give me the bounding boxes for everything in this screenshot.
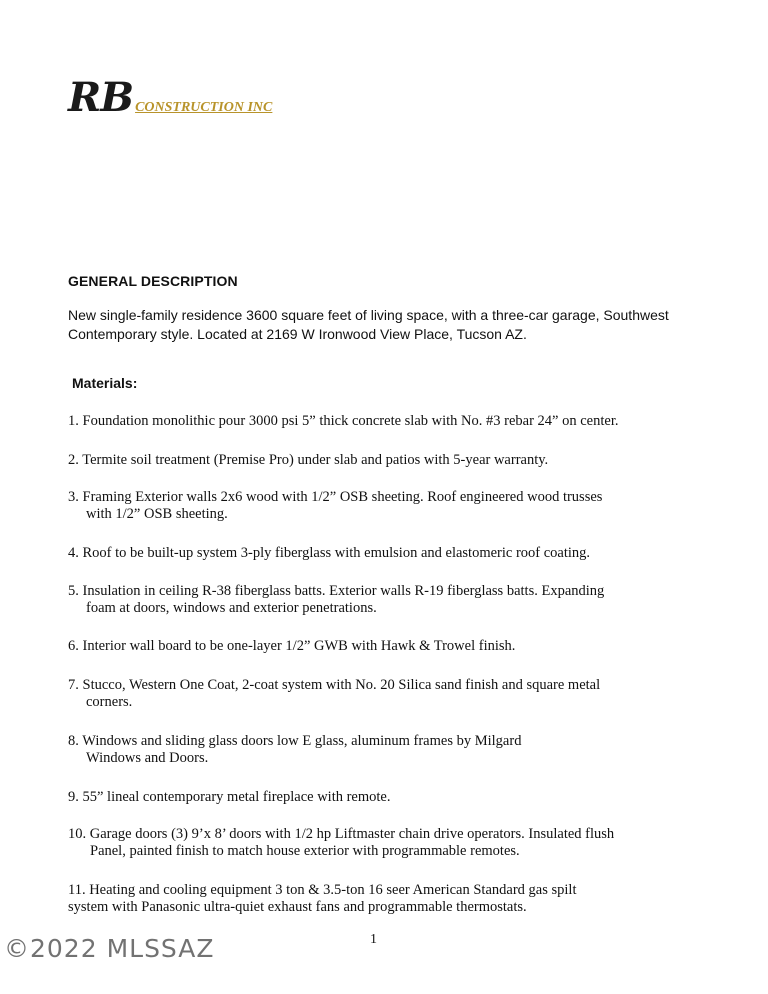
material-item-line-continued: corners. bbox=[86, 694, 133, 710]
material-item-line: 2. Termite soil treatment (Premise Pro) under slab and patios with 5-year warranty. bbox=[68, 452, 549, 468]
material-item-line: 6. Interior wall board to be one-layer 1/2” GWB with Hawk & Trowel finish. bbox=[68, 638, 516, 654]
material-item-line-continued: with 1/2” OSB sheeting. bbox=[86, 506, 228, 522]
material-item-line: 11. Heating and cooling equipment 3 ton & 3.5-ton 16 seer American Standard gas spilt bbox=[68, 882, 577, 898]
page-number: 1 bbox=[370, 932, 377, 947]
material-item-10 bbox=[68, 826, 718, 860]
material-item-line: 10. Garage doors (3) 9’x 8’ doors with 1/2 hp Liftmaster chain drive operators. Insulated flush bbox=[68, 826, 615, 842]
material-item-line-continued: system with Panasonic ultra-quiet exhaust fans and programmable thermostats. bbox=[68, 899, 527, 915]
material-item-line: 1. Foundation monolithic pour 3000 psi 5” thick concrete slab with No. #3 rebar 24” on center. bbox=[68, 413, 619, 429]
material-item-line: 5. Insulation in ceiling R-38 fiberglass batts. Exterior walls R-19 fiberglass batts. Expanding bbox=[68, 583, 605, 599]
material-item-2 bbox=[68, 452, 718, 469]
company-logo bbox=[68, 74, 272, 121]
material-item-8 bbox=[68, 733, 718, 767]
material-item-4 bbox=[68, 545, 718, 562]
material-item-line-continued: Panel, painted finish to match house exterior with programmable remotes. bbox=[90, 843, 520, 859]
material-item-3 bbox=[68, 489, 718, 523]
logo-subtitle: CONSTRUCTION INC bbox=[135, 100, 273, 115]
materials-heading: Materials: bbox=[72, 375, 138, 391]
mls-watermark: ©2022 MLSSAZ bbox=[4, 934, 215, 963]
material-item-line: 8. Windows and sliding glass doors low E glass, aluminum frames by Milgard bbox=[68, 733, 522, 749]
material-item-11 bbox=[68, 882, 718, 916]
material-item-1 bbox=[68, 413, 718, 430]
material-item-7 bbox=[68, 677, 718, 711]
material-item-line-continued: foam at doors, windows and exterior penetrations. bbox=[86, 600, 377, 616]
general-description-text: New single-family residence 3600 square feet of living space, with a three-car garage, Southwest Contemporary style. Located at 2169 W Ironwood View Place, Tucson AZ. bbox=[68, 307, 669, 342]
material-item-line: 9. 55” lineal contemporary metal fireplace with remote. bbox=[68, 789, 391, 805]
material-item-6 bbox=[68, 638, 718, 655]
material-item-5 bbox=[68, 583, 718, 617]
material-item-9 bbox=[68, 789, 718, 806]
material-item-line: 7. Stucco, Western One Coat, 2-coat system with No. 20 Silica sand finish and square metal bbox=[68, 677, 601, 693]
general-description-heading: GENERAL DESCRIPTION bbox=[68, 273, 238, 289]
material-item-line: 3. Framing Exterior walls 2x6 wood with 1/2” OSB sheeting. Roof engineered wood trusses bbox=[68, 489, 603, 505]
material-item-line-continued: Windows and Doors. bbox=[86, 750, 209, 766]
logo-mark: RB bbox=[68, 74, 134, 121]
material-item-line: 4. Roof to be built-up system 3-ply fiberglass with emulsion and elastomeric roof coating. bbox=[68, 545, 591, 561]
